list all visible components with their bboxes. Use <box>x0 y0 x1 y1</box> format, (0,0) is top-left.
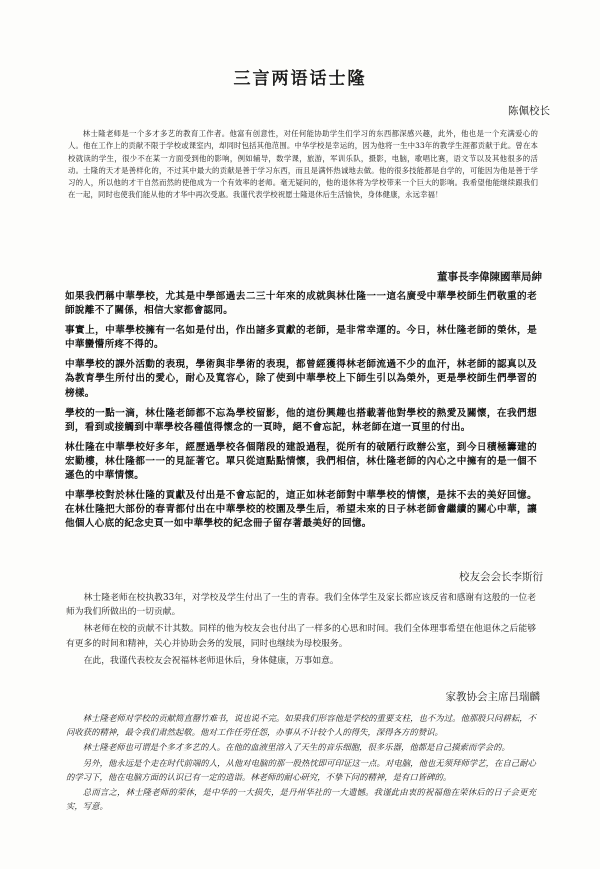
alumni-signature: 校友会会长李斯衍 <box>459 571 543 583</box>
principal-signature: 陈佩校长 <box>508 105 550 117</box>
paragraph: 在此，我谨代表校友会祝福林老师退休后，身体健康，万事如意。 <box>83 655 339 666</box>
paragraph: 林士隆老师是一个多才多艺的教育工作者。他富有创意性，对任何能协助学生们学习的东西都深感兴趣，此外，他也是一个充满爱心的人。他在工作上的贡献不限于学校或课室内，却同时包括其他范围。中华学校是幸运的，因为他将一生中33年的教学生涯都贡献于此。曾在本校就读的学生，很少不在某一方面受到他的影响，例如辅导，数学课，旅游，军训乐队，摄影，电脑，歌唱比赛，语文节以及其他很多的活动。士隆的天才是善样化的，不过其中最大的贡献是善于学习东西，而且是满怀热诚地去做。他的很多技能都是自学的，可能因为他是善于学习的人，所以他的才干自然而然的使他成为一个有效率的老师。毫无疑问的，他的退休将为学校带来一个巨大的影响。我希望他能继续跟我们在一起，同时也使我们能从他的才华中再次受惠。我谨代表学校祝愿士隆退休后生活愉快，身体健康，永远幸福！ <box>68 129 538 200</box>
paragraph: 如果我們稱中華學校，尤其是中學部過去二三十年來的成就與林仕隆一一這名廣受中華學校師生們敬重的老師說離不了關係，相信大家都會認同。 <box>65 291 537 317</box>
paragraph: 林士隆老师在校执教33年，对学校及学生付出了一生的青春。我们全体学生及家长都应该反省和感谢有这般的一位老师为我们所做出的一切贡献。 <box>66 593 536 618</box>
pta-message <box>66 711 536 814</box>
paragraph: 事實上，中華學校擁有一名如是付出，作出諸多貢獻的老師，是非常幸運的。今日，林仕隆老師的榮休，是中華蠻懵所疼不得的。 <box>65 325 537 351</box>
paragraph: 林仕隆在中華學校好多年，經歷過學校各個階段的建設過程，從所有的破陋行政辦公室，到今日積極籌建的宏勤樓，林仕隆都一一的見証著它。單只從這點點情懷，我們相信，林仕隆老師的內心之中擁有的是一個不遜色的中華情懷。 <box>65 441 537 482</box>
paragraph: 中華學校的課外活動的表現，學術與非學術的表現，都曾經獲得林老師流過不少的血汗，林老師的認真以及為教育學生所付出的愛心，耐心及寬容心，除了使到中華學校上下師生引以為榮外，更是學校師生們學習的榜樣。 <box>65 359 537 399</box>
pta-signature: 家教协会主席吕瑞麟 <box>445 691 540 703</box>
chairman-message <box>65 290 537 537</box>
chairman-signature: 董事長李偉陳國華局紳 <box>437 271 542 283</box>
page-title: 三言两语话士隆 <box>233 69 367 89</box>
alumni-message <box>66 591 536 671</box>
paragraph: 林士隆老师也可谓是个多才多艺的人。在他的血液里溶入了天生的音乐细胞，很多乐器，他都是自己摸索而学会的。 <box>82 742 510 753</box>
paragraph: 另外，他永远是个走在时代前端的人，从他对电脑的那一股热忱即可印证这一点。对电脑，他也无须拜师学艺，在自己耐心的学习下，他在电脑方面的认识已有一定的造诣。林老师的耐心研究，不挚下问的精神，是有口皆碑的。 <box>66 757 536 782</box>
paragraph: 中華學校對於林仕隆的貢獻及付出是不會忘記的，這正如林老師對中華學校的情懷，是抹不去的美好回憶。在林仕隆把大部份的春青都付出在中華學校的校園及學生后，希望未來的日子林老師會繼續的關心中華，讓他個人心底的紀念史頁一如中華學校的紀念冊子留存著最美好的回憶。 <box>65 490 537 530</box>
paragraph: 总而言之，林士隆老师的荣休，是中华的一大损失，是丹州华社的一大遗憾。我谨此由衷的祝福他在荣休后的日子会更充实，写意。 <box>66 787 536 812</box>
paragraph: 林老师在校的贡献不计其数。同样的他为校友会也付出了一样多的心思和时间。我们全体理事希望在他退休之后能够有更多的时间和精神，关心并协助会务的发展，同时也继续为母校服务。 <box>66 624 536 649</box>
paragraph: 學校的一點一滴，林仕隆老師都不忘為學校留影，他的這份興趣也搭載著他對學校的熱愛及關懷，在我們想到，看到或接觸到中華學校各種值得懷念的一頁時，絕不會忘記，林老師在這一頁里的付出。 <box>65 407 537 433</box>
principal-message <box>68 128 538 202</box>
paragraph: 林士隆老师对学校的贡献简直罄竹难书，说也说不完。如果我们形容他是学校的重要支柱，也不为过。他那股只问耕耘，不问收获的精神，最令我们肃然起敬。他对工作任劳任怨，办事从不计较个人的得失，深得各方的赞识。 <box>66 713 536 738</box>
